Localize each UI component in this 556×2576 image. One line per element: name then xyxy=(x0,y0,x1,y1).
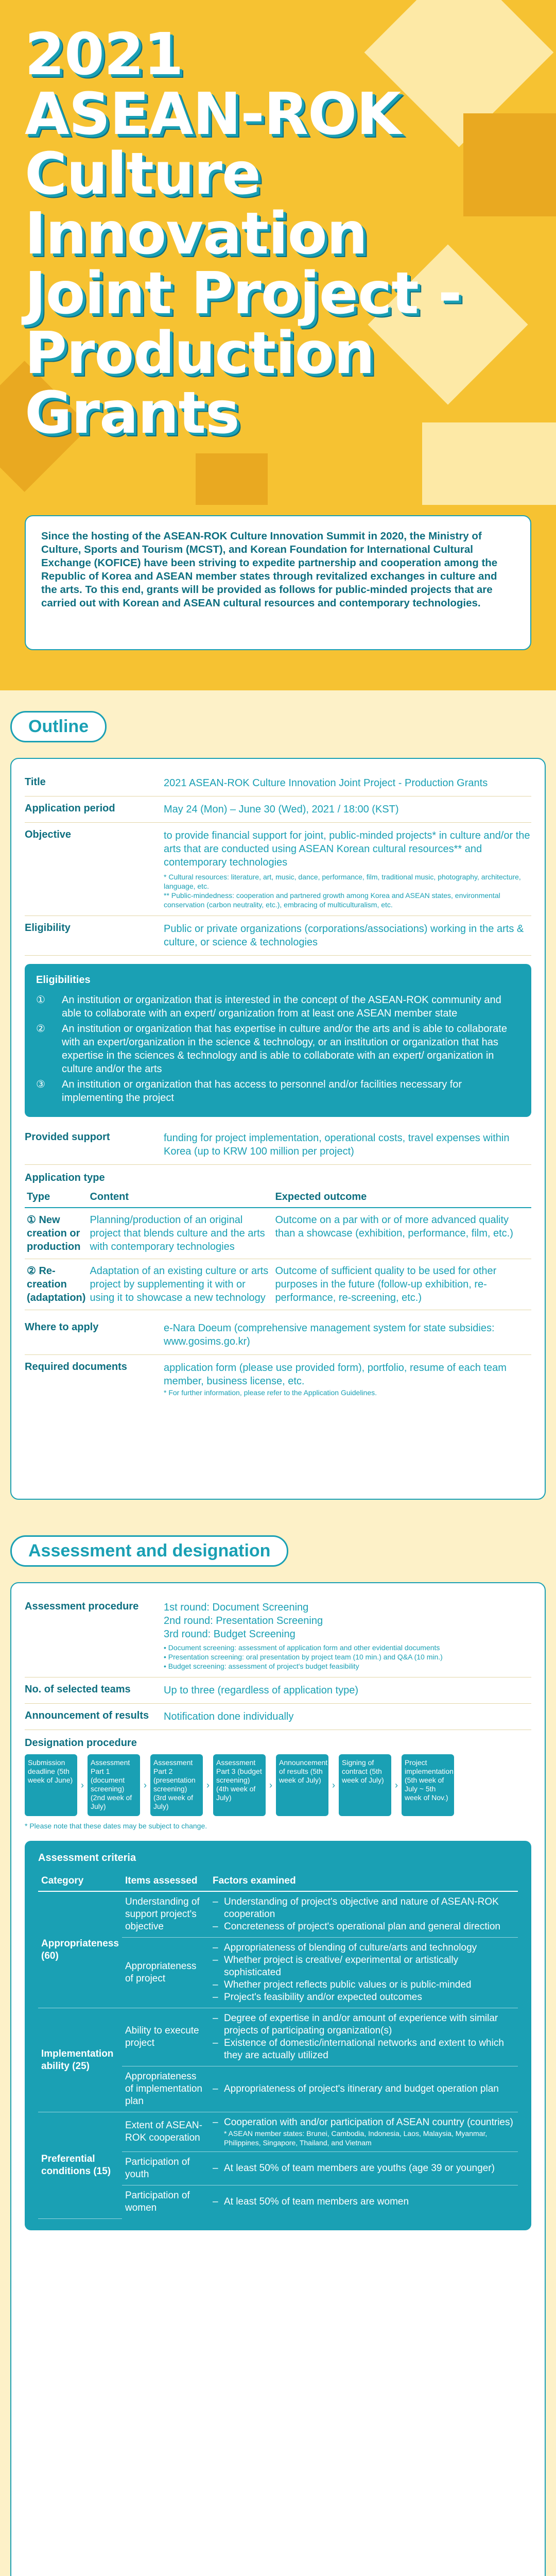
table-row xyxy=(25,1208,531,1259)
eligibilities-panel xyxy=(25,964,531,1117)
criteria-factor: Understanding of project's objective and nature of ASEAN-ROK cooperation xyxy=(223,1896,499,1920)
hero-title-line: Grants xyxy=(25,380,239,447)
period-label: Application period xyxy=(25,803,115,814)
apptype-header: Content xyxy=(88,1187,273,1208)
outline-title-row xyxy=(25,770,531,796)
criteria-header: Factors examined xyxy=(210,1871,518,1891)
apptype-header: Expected outcome xyxy=(273,1187,531,1208)
apptype-content: Adaptation of an existing culture or arts project by supplementing it with or using it to showcase a new technology xyxy=(88,1259,273,1310)
eligibility-text: An institution or organization that is interested in the concept of the ASEAN-ROK community and able to collaborate with an expert/ organization from at least one ASEAN member state xyxy=(62,994,501,1019)
criteria-factor: At least 50% of team members are youths (age 39 or younger) xyxy=(223,2163,495,2174)
apptype-header: Type xyxy=(25,1187,88,1208)
table-row: Implementation ability (25) Ability to execute project – Degree of expertise in and/or amount of experience with similar projects of participating organization(s) – Existence of domestic/international networks and extent to which they are actually utilized xyxy=(38,2008,518,2066)
eligibility-item xyxy=(36,1022,520,1076)
table-row xyxy=(25,1259,531,1310)
apptype-outcome: Outcome on a par with or of more advanced quality than a showcase (exhibition, performance, film, etc.) xyxy=(273,1208,531,1259)
eligibility-text: An institution or organization that has access to personnel and/or facilities necessary for implementing the project xyxy=(62,1079,462,1104)
arrow-right-icon: › xyxy=(395,1780,398,1790)
teams-label: No. of selected teams xyxy=(25,1684,131,1695)
flow-step: Signing of contract (5th week of July) xyxy=(339,1754,391,1816)
criteria-item: Appropriateness of project xyxy=(122,1938,210,2008)
criteria-factor: Degree of expertise in and/or amount of experience with similar projects of participating organization(s) xyxy=(223,2013,498,2036)
criteria-factor: Whether project is creative/ experimental or artistically sophisticated xyxy=(223,1955,459,1978)
table-row: Appropriateness of implementation plan – Appropriateness of project's itinerary and budget operation plan xyxy=(38,2066,518,2112)
criteria-factor: Cooperation with and/or participation of ASEAN country (countries) xyxy=(223,2117,513,2128)
support-value: funding for project implementation, operational costs, travel expenses within Korea (up to KRW 100 million per project) xyxy=(164,1132,510,1157)
hero-title-line: Production xyxy=(25,320,375,387)
criteria-item: Understanding of support project's objective xyxy=(122,1891,210,1938)
eligibility-num: ② xyxy=(36,1023,45,1035)
objective-note: ** Public-mindedness: cooperation and partnered growth among Korea and ASEAN states, environmental conservation (carbon neutrality, etc.), embracing of multiculturalism, etc. xyxy=(164,891,500,909)
flow-step: Announcement of results (5th week of July) xyxy=(276,1754,328,1816)
criteria-item: Ability to execute project xyxy=(122,2008,210,2066)
criteria-table xyxy=(38,1871,518,2219)
criteria-item: Participation of youth xyxy=(122,2152,210,2185)
criteria-factor: Concreteness of project's operational plan and general direction xyxy=(223,1921,501,1932)
eligibility-label: Eligibility xyxy=(25,922,71,934)
flow-step: Assessment Part 2 (presentation screening) (3rd week of July) xyxy=(150,1754,203,1816)
round-note: Document screening: assessment of application form and other evidential documents xyxy=(168,1643,440,1652)
hero-title-line: Culture xyxy=(25,141,260,208)
round-note: Budget screening: assessment of project's budget feasibility xyxy=(168,1662,359,1670)
outline-period-row xyxy=(25,796,531,823)
where-label: Where to apply xyxy=(25,1321,99,1333)
criteria-item: Extent of ASEAN-ROK cooperation xyxy=(122,2112,210,2152)
outline-support-row xyxy=(25,1125,531,1165)
objective-note: * Cultural resources: literature, art, music, dance, performance, film, traditional music, photography, architecture, language, etc. xyxy=(164,873,521,890)
decor-block xyxy=(196,453,268,505)
docs-label: Required documents xyxy=(25,1361,127,1372)
outline-card xyxy=(10,758,546,1500)
hero-title-line: 2021 xyxy=(25,21,183,88)
round-item: 1st round: Document Screening xyxy=(164,1602,309,1613)
arrow-right-icon: › xyxy=(81,1780,84,1790)
criteria-factor: Appropriateness of blending of culture/arts and technology xyxy=(223,1942,477,1953)
support-label: Provided support xyxy=(25,1131,110,1143)
round-item: 2nd round: Presentation Screening xyxy=(164,1615,323,1626)
apptype-type: ② Re-creation (adaptation) xyxy=(25,1259,88,1310)
criteria-factor: At least 50% of team members are women xyxy=(223,2196,409,2207)
table-row: Participation of women – At least 50% of team members are women xyxy=(38,2185,518,2219)
hero-banner xyxy=(0,0,556,690)
criteria-subnote: * ASEAN member states: Brunei, Cambodia, Indonesia, Laos, Malaysia, Myanmar, Philippines, Singapore, Thailand, and Vietnam xyxy=(223,2129,488,2147)
intro-card xyxy=(25,515,531,650)
flow-step: Submission deadline (5th week of June) xyxy=(25,1754,77,1816)
arrow-right-icon: › xyxy=(206,1780,210,1790)
flow-note: * Please note that these dates may be subject to change. xyxy=(25,1822,207,1830)
apptype-label: Application type xyxy=(25,1172,105,1183)
criteria-category: Preferential conditions (15) xyxy=(38,2112,122,2219)
procedure-label: Assessment procedure xyxy=(25,1601,139,1612)
criteria-panel xyxy=(25,1841,531,2230)
announce-label: Announcement of results xyxy=(25,1710,149,1721)
apptype-table xyxy=(25,1187,531,1310)
outline-eligibility-row xyxy=(25,916,531,956)
arrow-right-icon: › xyxy=(269,1780,272,1790)
arrow-right-icon: › xyxy=(332,1780,335,1790)
criteria-category: Appropriateness (60) xyxy=(38,1891,122,2008)
hero-title-line: Innovation xyxy=(25,200,368,267)
flow-step: Assessment Part 1 (document screening) (2nd week of July) xyxy=(88,1754,140,1816)
table-row: Appropriateness (60) Understanding of support project's objective – Understanding of project's objective and nature of ASEAN-ROK cooperation – Concreteness of project's operational plan and general direction xyxy=(38,1891,518,1938)
teams-value: Up to three (regardless of application type) xyxy=(164,1685,358,1696)
assessment-heading: Assessment and designation xyxy=(10,1535,288,1567)
table-row: Appropriateness of project – Appropriateness of blending of culture/arts and technology – Whether project is creative/ experimental or artistically sophisticated – Whether project reflects public values or is public-minded – Project's feasibility and/or expected outcomes xyxy=(38,1938,518,2008)
announce-row xyxy=(25,1704,531,1730)
eligibility-value: Public or private organizations (corporations/associations) working in the arts & culture, or science & technologies xyxy=(164,923,524,948)
outline-objective-row xyxy=(25,823,531,916)
objective-value: to provide financial support for joint, public-minded projects* in culture and/or the arts that are conducted using ASEAN Korean cultural resources** and contemporary technologies xyxy=(164,830,530,868)
eligibility-num: ③ xyxy=(36,1079,45,1090)
title-value: 2021 ASEAN-ROK Culture Innovation Joint Project - Production Grants xyxy=(164,777,488,789)
flow-step: Project implementation (5th week of July ~ 5th week of Nov.) xyxy=(402,1754,454,1816)
criteria-item: Participation of women xyxy=(125,2190,190,2213)
round-item: 3rd round: Budget Screening xyxy=(164,1629,296,1640)
criteria-factor: Appropriateness of project's itinerary and budget operation plan xyxy=(223,2083,499,2094)
hero-title xyxy=(25,21,540,447)
title-label: Title xyxy=(25,776,46,788)
arrow-right-icon: › xyxy=(144,1780,147,1790)
intro-text: Since the hosting of the ASEAN-ROK Culture Innovation Summit in 2020, the Ministry of Culture, Sports and Tourism (MCST), and Korean Foundation for International Cultural Exchange (KOFICE) have been striving to expedite partnership and cooperation among the Republic of Korea and ASEAN member states through revitalized exchanges in culture and the arts. To this end, grants will be provided as follows for public-minded projects that are carried out with Korean and ASEAN cultural resources and contemporary technologies. xyxy=(41,530,498,609)
criteria-header: Items assessed xyxy=(122,1871,210,1891)
apptype-type: ① New creation or production xyxy=(25,1208,88,1259)
criteria-factor: Project's feasibility and/or expected outcomes xyxy=(223,1992,422,2003)
designation-label: Designation procedure xyxy=(25,1737,137,1749)
where-value: e-Nara Doeum (comprehensive management system for state subsidies: www.gosims.go.kr) xyxy=(164,1323,495,1347)
assessment-section xyxy=(0,1515,556,2576)
eligibility-num: ① xyxy=(36,994,45,1006)
table-row: Preferential conditions (15) Extent of ASEAN-ROK cooperation – Cooperation with and/or participation of ASEAN country (countries) * ASEAN member states: Brunei, Cambodia, Indonesia, Laos, Malaysia, Myanmar, Philippines, Singapore, Thailand, and Vietnam xyxy=(38,2112,518,2152)
apptype-outcome: Outcome of sufficient quality to be used for other purposes in the future (follow-up exhibition, re-performance, re-screening, etc.) xyxy=(273,1259,531,1310)
apptype-content: Planning/production of an original project that blends culture and the arts with contemporary technologies xyxy=(88,1208,273,1259)
period-value: May 24 (Mon) – June 30 (Wed), 2021 / 18:00 (KST) xyxy=(164,804,399,815)
announce-value: Notification done individually xyxy=(164,1711,294,1722)
procedure-row: Assessment procedure 1st round: Document Screening 2nd round: Presentation Screening 3rd round: Budget Screening • Document screening: assessment of application form and other evidential documents • Presentation screening: oral presentation by project team (10 min.) and Q&A (10 min.) • Budget screening: assessment of project's budget feasibility xyxy=(25,1595,531,1677)
criteria-category: Implementation ability (25) xyxy=(38,2008,122,2112)
eligibility-item xyxy=(36,1078,520,1105)
hero-title-line: ASEAN-ROK xyxy=(25,81,401,148)
round-note: Presentation screening: oral presentation by project team (10 min.) and Q&A (10 min.) xyxy=(168,1653,443,1661)
criteria-factor: Existence of domestic/international networks and extent to which they are actually utilized xyxy=(223,2038,504,2061)
assessment-card xyxy=(10,1582,546,2576)
eligibilities-heading: Eligibilities xyxy=(36,974,91,986)
table-row: Participation of youth – At least 50% of team members are youths (age 39 or younger) xyxy=(38,2152,518,2185)
outline-docs-row xyxy=(25,1355,531,1403)
docs-note: * For further information, please refer to the Application Guidelines. xyxy=(164,1388,377,1397)
criteria-heading: Assessment criteria xyxy=(38,1852,136,1863)
criteria-item: Appropriateness of implementation plan xyxy=(122,2066,210,2112)
outline-heading: Outline xyxy=(10,711,107,742)
outline-section xyxy=(0,690,556,1515)
eligibility-item xyxy=(36,993,520,1020)
outline-where-row xyxy=(25,1315,531,1355)
designation-flow xyxy=(25,1754,531,1816)
hero-title-line: Joint Project - xyxy=(25,260,462,327)
docs-value: application form (please use provided form), portfolio, resume of each team member, business license, etc. xyxy=(164,1362,507,1387)
flow-step: Assessment Part 3 (budget screening) (4th week of July) xyxy=(213,1754,266,1816)
teams-row xyxy=(25,1677,531,1704)
criteria-header: Category xyxy=(38,1871,122,1891)
criteria-factor: Whether project reflects public values or is public-minded xyxy=(223,1979,472,1990)
eligibility-text: An institution or organization that has expertise in culture and/or the arts and is able to collaborate with an expert/organization in the science & technology, or an institution or organization that has expertise in the sciences & technology and is able to collaborate with an expert/ organization in culture and/or the arts xyxy=(62,1023,507,1075)
objective-label: Objective xyxy=(25,829,72,840)
